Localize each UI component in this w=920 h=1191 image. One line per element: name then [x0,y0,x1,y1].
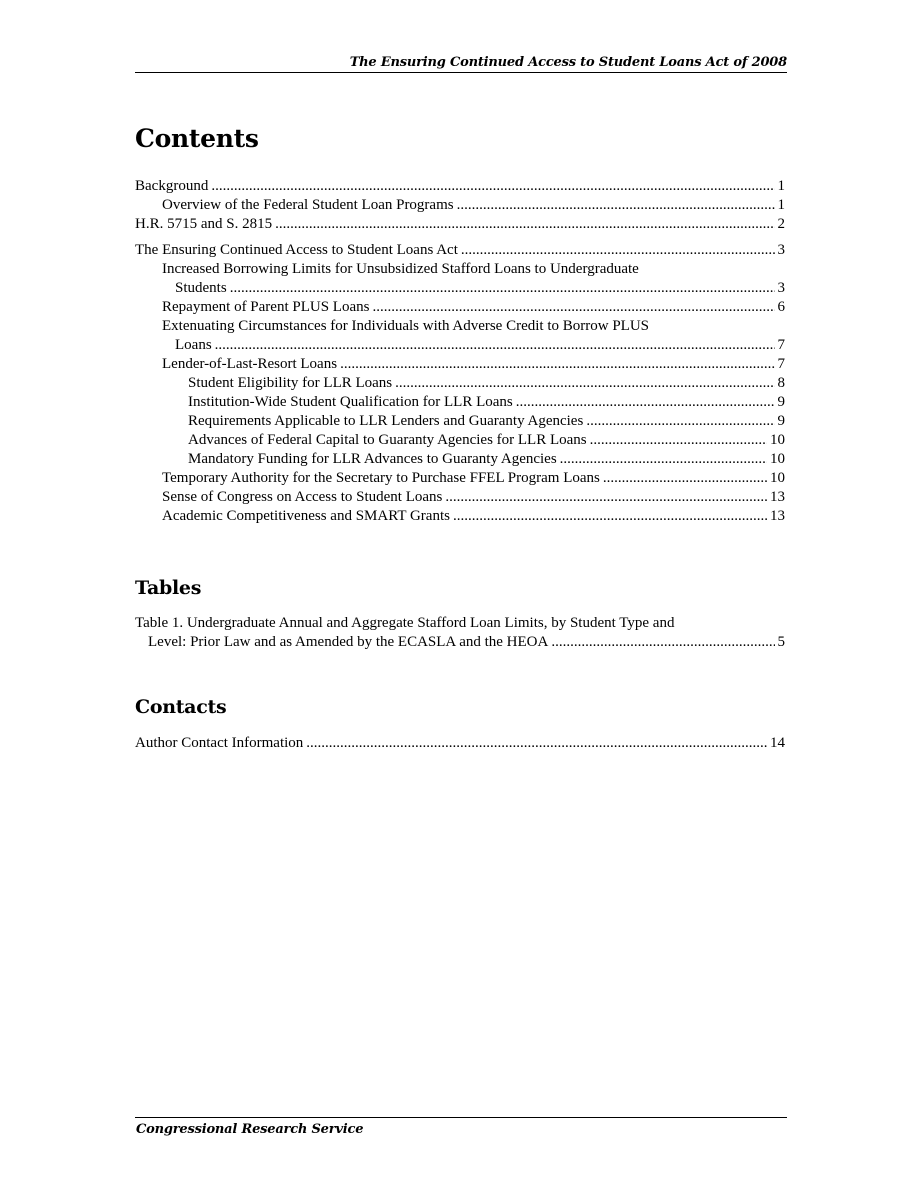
dot-leader [215,336,775,355]
toc-entry-increased-borrowing[interactable] [135,260,785,298]
toc-entry-title: Background [135,178,209,194]
toc-entry-title: Student Eligibility for LLR Loans [188,375,393,391]
toc-entry-ecasla[interactable] [135,241,785,260]
toc-entry-title: H.R. 5715 and S. 2815 [135,216,273,232]
toc-entry-title: Author Contact Information [135,735,304,751]
toc-entry-title: Mandatory Funding for LLR Advances to Guaranty Agencies [188,451,557,467]
dot-leader [586,412,774,431]
toc-entry-llr-loans[interactable] [135,355,785,374]
toc-entry-temporary-authority[interactable] [135,469,785,488]
dot-leader [230,279,775,298]
toc-entry-title-line1: Extenuating Circumstances for Individuals with Adverse Credit to Borrow PLUS [162,318,650,334]
toc-entry-title: Lender-of-Last-Resort Loans [162,356,338,372]
contents-list [135,177,785,526]
toc-entry-title: Requirements Applicable to LLR Lenders and Guaranty Agencies [188,413,584,429]
toc-entry-title: Sense of Congress on Access to Student Loans [162,489,443,505]
tables-list [135,614,785,652]
toc-page-number: 3 [777,242,785,258]
toc-entry-author-contact[interactable] [135,734,785,753]
toc-entry-title: Overview of the Federal Student Loan Programs [162,197,454,213]
contacts-list [135,734,785,753]
dot-leader [340,355,774,374]
toc-entry-hr5715[interactable] [135,215,785,234]
toc-entry-mandatory-funding[interactable] [135,450,785,469]
toc-page-number: 13 [770,489,785,505]
toc-page-number: 9 [777,413,785,429]
dot-leader [372,298,774,317]
dot-leader [306,734,767,753]
header-rule [135,72,787,73]
dot-leader [560,450,767,469]
toc-page-number: 6 [777,299,785,315]
toc-entry-title: Institution-Wide Student Qualification for LLR Loans [188,394,513,410]
toc-entry-title: Students [175,280,227,296]
toc-entry-extenuating[interactable] [135,317,785,355]
dot-leader [590,431,767,450]
toc-entry-academic-competitiveness[interactable] [135,507,785,526]
toc-page-number: 10 [770,432,785,448]
toc-page-number: 7 [777,337,785,353]
footer-org: Congressional Research Service [136,1122,364,1137]
dot-leader [603,469,767,488]
toc-entry-overview[interactable] [135,196,785,215]
toc-page-number: 10 [770,470,785,486]
toc-page-number: 14 [770,735,785,751]
toc-page-number: 9 [777,394,785,410]
toc-entry-title: Academic Competitiveness and SMART Grants [162,508,450,524]
toc-entry-title-line1: Increased Borrowing Limits for Unsubsidized Stafford Loans to Undergraduate [162,261,639,277]
toc-page-number: 10 [770,451,785,467]
toc-entry-student-eligibility[interactable] [135,374,785,393]
toc-entry-institution-wide[interactable] [135,393,785,412]
toc-entry-repayment-plus[interactable] [135,298,785,317]
toc-entry-title: Level: Prior Law and as Amended by the ECASLA and the HEOA [148,634,549,650]
toc-entry-title: Repayment of Parent PLUS Loans [162,299,370,315]
footer-rule [135,1117,787,1118]
toc-entry-title: Temporary Authority for the Secretary to Purchase FFEL Program Loans [162,470,600,486]
toc-entry-advances[interactable] [135,431,785,450]
toc-page-number: 8 [777,375,785,391]
toc-entry-sense-of-congress[interactable] [135,488,785,507]
toc-page-number: 1 [777,178,785,194]
toc-page-number: 1 [777,197,785,213]
running-header: The Ensuring Continued Access to Student Loans Act of 2008 [349,55,787,70]
toc-entry-title: Advances of Federal Capital to Guaranty Agencies for LLR Loans [188,432,587,448]
dot-leader [551,633,774,652]
toc-entry-table-1[interactable] [135,614,785,652]
dot-leader [211,177,774,196]
dot-leader [395,374,774,393]
toc-page-number: 3 [777,280,785,296]
dot-leader [453,507,767,526]
dot-leader [457,196,775,215]
dot-leader [275,215,774,234]
toc-page-number: 7 [777,356,785,372]
toc-entry-title: The Ensuring Continued Access to Student Loans Act [135,242,458,258]
toc-entry-requirements[interactable] [135,412,785,431]
tables-heading: Tables [135,577,202,599]
toc-entry-background[interactable] [135,177,785,196]
toc-page-number: 5 [777,634,785,650]
dot-leader [461,241,775,260]
contents-heading: Contents [135,124,259,153]
dot-leader [445,488,767,507]
toc-page-number: 13 [770,508,785,524]
toc-page-number: 2 [777,216,785,232]
toc-entry-title-line1: Table 1. Undergraduate Annual and Aggregate Stafford Loan Limits, by Student Type and [135,615,675,631]
dot-leader [516,393,775,412]
contacts-heading: Contacts [135,696,227,718]
toc-entry-title: Loans [175,337,212,353]
